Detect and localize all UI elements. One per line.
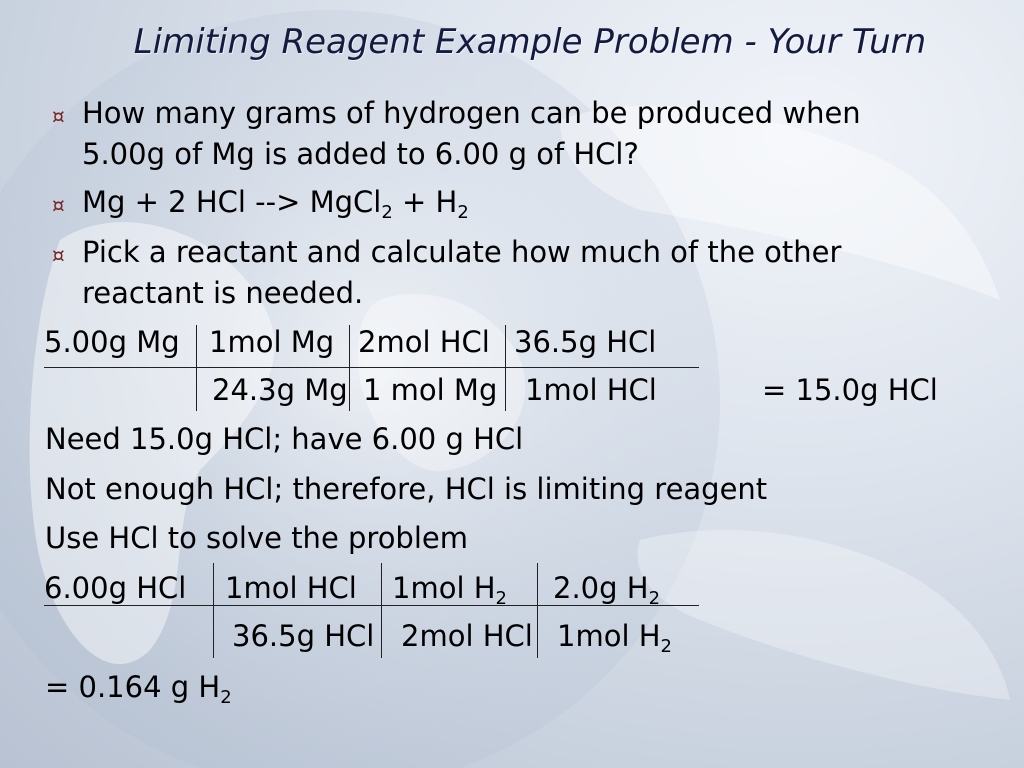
calc-2-bottom-cell: 2mol HCl [401, 619, 533, 653]
calc-1-bottom-cell: 24.3g Mg [212, 373, 348, 407]
bullet-1-line-1: How many grams of hydrogen can be produced when [82, 96, 861, 130]
calc-2-bottom-cell: 36.5g HCl [232, 619, 375, 653]
bullet-marker-icon: ¤ [52, 193, 65, 217]
calc-2-divider [537, 563, 538, 658]
calc-2-divider [213, 563, 214, 658]
reasoning-line: Not enough HCl; therefore, HCl is limiting reagent [45, 472, 768, 506]
calc-1-top-cell: 36.5g HCl [514, 325, 657, 359]
calc-1-top-cell: 5.00g Mg [44, 325, 180, 359]
calc-2-bottom-cell: 1mol $H_2$ [557, 619, 672, 657]
calc-2-top-cell: 2.0g $H_2$ [553, 571, 660, 609]
reasoning-line: Use HCl to solve the problem [45, 521, 468, 555]
calc-2-top-cell: 6.00g HCl [44, 571, 187, 605]
equation-subscript-1: 2 [381, 201, 393, 223]
reasoning-line: Need 15.0g HCl; have 6.00 g HCl [45, 422, 524, 456]
bullet-1-line-2: 5.00g of Mg is added to 6.00 g of HCl? [82, 137, 639, 171]
calc-1-bottom-cell: 1mol HCl [525, 373, 657, 407]
bullet-3-line-2: reactant is needed. [82, 276, 364, 310]
equation-subscript-2: 2 [457, 201, 469, 223]
bullet-marker-icon: ¤ [52, 243, 65, 267]
calc-1-top-cell: 1mol Mg [209, 325, 335, 359]
equation-part-2: + H [392, 185, 458, 219]
calc-2-fraction-bar [44, 605, 699, 606]
calc-2-top-cell: 1mol $H_2$ [392, 571, 507, 609]
calc-1-top-cell: 2mol HCl [358, 325, 490, 359]
equation [82, 185, 469, 223]
calc-1-divider [505, 325, 506, 411]
calc-1-fraction-bar [44, 367, 699, 368]
final-answer: = 0.164 g $H_2$ [45, 670, 232, 708]
slide-title: Limiting Reagent Example Problem - Your Turn [133, 22, 927, 62]
calc-1-bottom-cell: 1 mol Mg [363, 373, 498, 407]
calc-1-divider [349, 325, 350, 411]
bullet-marker-icon: ¤ [52, 104, 65, 128]
calc-1-divider [196, 325, 197, 411]
equation-part-1: Mg + 2 HCl --> MgCl [82, 185, 382, 219]
calc-2-divider [381, 563, 382, 658]
bullet-3-line-1: Pick a reactant and calculate how much of the other [82, 235, 842, 269]
calc-2-top-cell: 1mol HCl [225, 571, 357, 605]
calc-1-result: = 15.0g HCl [762, 373, 938, 407]
